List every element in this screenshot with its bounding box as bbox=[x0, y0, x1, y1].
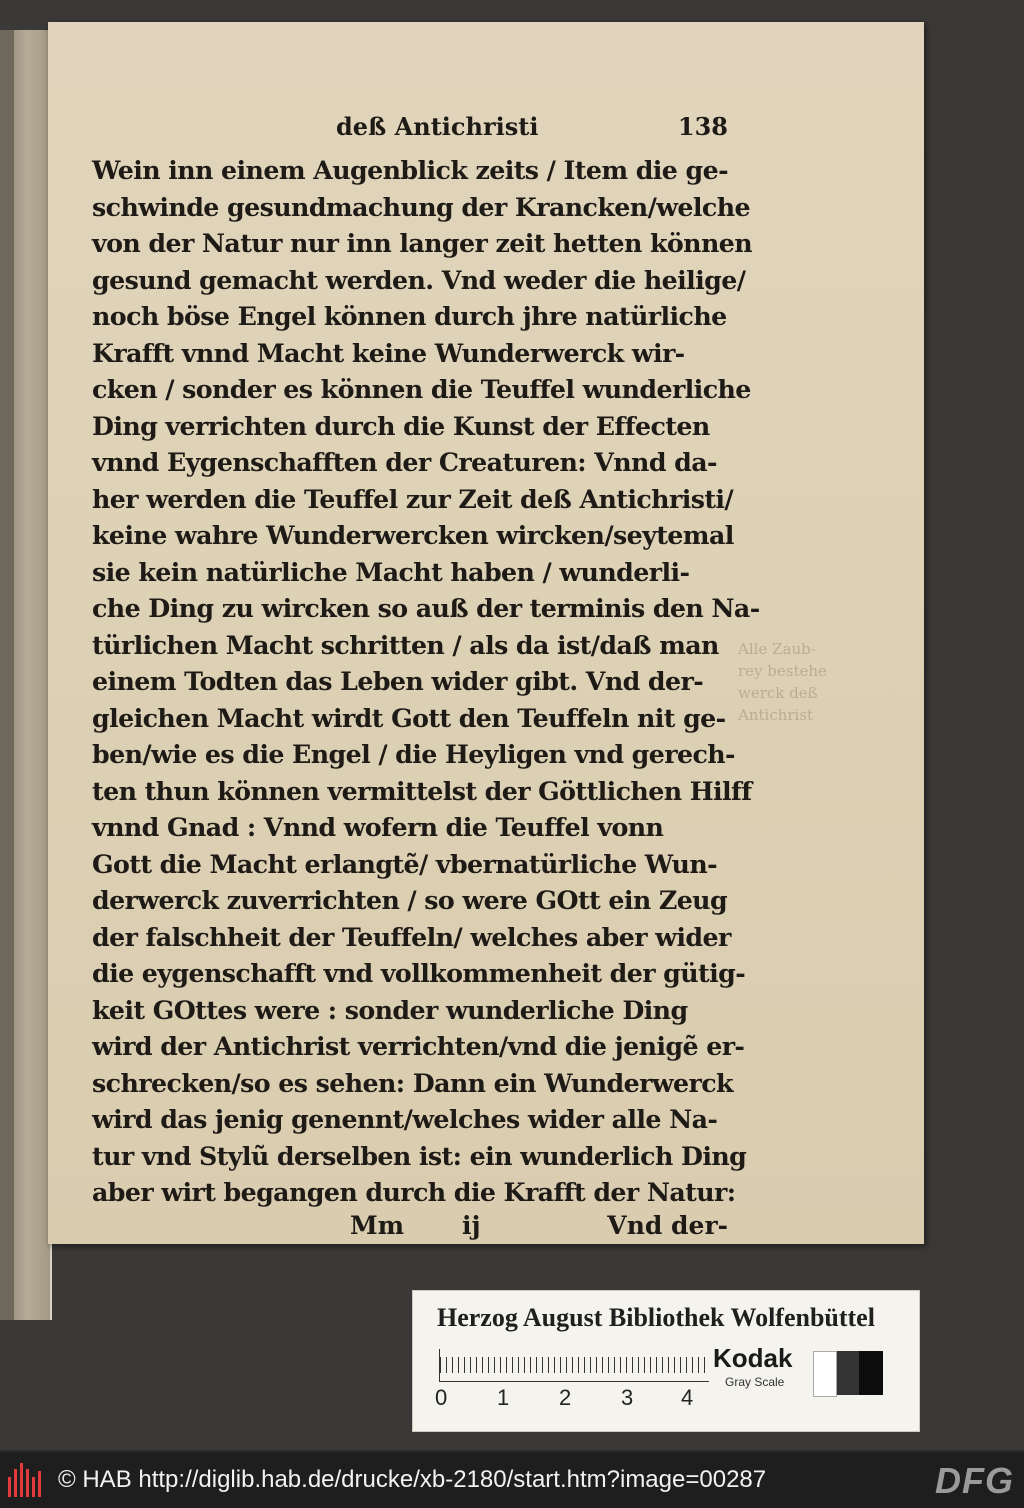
catchword: Vnd der- bbox=[607, 1210, 728, 1240]
text-line: türlichen Macht schritten / als da ist/daß man bbox=[92, 629, 719, 660]
scale-ruler bbox=[439, 1349, 710, 1381]
text-line: ten thun können vermittelst der Göttlichen Hilff bbox=[92, 775, 752, 806]
text-line: die eygenschafft vnd vollkommenheit der gütig- bbox=[92, 958, 746, 988]
running-head-title: deß Antichristi bbox=[336, 112, 539, 141]
text-line: sie kein natürliche Macht haben / wunderli- bbox=[92, 556, 690, 587]
text-line: vnnd Eygenschafften der Creaturen: Vnnd da- bbox=[92, 447, 717, 477]
copyright-url[interactable]: © HAB http://diglib.hab.de/drucke/xb-2180/start.htm?image=00287 bbox=[58, 1466, 767, 1493]
gray-scale-caption: Gray Scale bbox=[725, 1375, 785, 1389]
ruler-number: 1 bbox=[497, 1385, 510, 1410]
page-text bbox=[92, 112, 760, 1247]
text-line: cken / sonder es können die Teuffel wunderliche bbox=[92, 374, 751, 404]
text-line: schrecken/so es sehen: Dann ein Wunderwerck bbox=[92, 1067, 733, 1098]
text-line: Krafft vnnd Macht keine Wunderwerck wir- bbox=[92, 337, 685, 368]
text-line: gleichen Macht wirdt Gott den Teuffeln nit ge- bbox=[92, 702, 726, 733]
text-line: che Ding zu wircken so auß der terminis den Na- bbox=[92, 593, 760, 623]
running-head bbox=[92, 112, 728, 152]
gray-swatch-white bbox=[813, 1351, 837, 1397]
text-line: aber wirt begangen durch die Krafft der Natur: bbox=[92, 1177, 736, 1207]
text-line: ben/wie es die Engel / die Heyligen vnd gerech- bbox=[92, 739, 735, 769]
text-line: gesund gemacht werden. Vnd weder die heilige/ bbox=[92, 264, 746, 295]
text-line: wird der Antichrist verrichten/vnd die jenigẽ er- bbox=[92, 1031, 745, 1061]
text-line: Wein inn einem Augenblick zeits / Item die ge- bbox=[92, 155, 728, 185]
dfg-logo: DFG bbox=[935, 1460, 1014, 1501]
signature-line bbox=[92, 1210, 728, 1247]
signature-mark: Mm bbox=[350, 1210, 405, 1240]
footer-bar bbox=[0, 1452, 1024, 1508]
book-page bbox=[48, 22, 924, 1244]
text-line: schwinde gesundmachung der Krancken/welche bbox=[92, 191, 750, 222]
text-line: keit GOttes were : sonder wunderliche Ding bbox=[92, 994, 688, 1025]
text-line: wird das jenig genennt/welches wider alle Na- bbox=[92, 1104, 718, 1134]
text-lines bbox=[92, 152, 760, 1211]
text-line: Ding verrichten durch die Kunst der Effecten bbox=[92, 410, 710, 441]
library-name: Herzog August Bibliothek Wolfenbüttel bbox=[437, 1303, 875, 1332]
ruler-number: 0 bbox=[435, 1385, 448, 1410]
text-line: tur vnd Stylũ derselben ist: ein wunderlich Ding bbox=[92, 1140, 747, 1171]
ruler-number: 3 bbox=[621, 1385, 634, 1410]
text-line: her werden die Teuffel zur Zeit deß Antichristi/ bbox=[92, 483, 734, 514]
gray-swatch-black bbox=[859, 1351, 883, 1395]
text-line: einem Todten das Leben wider gibt. Vnd der- bbox=[92, 666, 704, 696]
text-line: Gott die Macht erlangtẽ/ vbernatürliche Wun- bbox=[92, 848, 718, 879]
previous-page-shadow bbox=[0, 30, 14, 1320]
scale-ruler-baseline bbox=[439, 1381, 709, 1382]
text-line: vnnd Gnad : Vnnd wofern die Teuffel vonn bbox=[92, 812, 664, 842]
signature-number: ij bbox=[462, 1210, 481, 1240]
text-line: von der Natur nur inn langer zeit hetten können bbox=[92, 228, 753, 258]
text-line: derwerck zuverrichten / so were GOtt ein Zeug bbox=[92, 885, 728, 915]
kodak-logo: Kodak bbox=[713, 1343, 793, 1373]
text-line: noch böse Engel können durch jhre natürliche bbox=[92, 301, 727, 331]
text-line: keine wahre Wunderwercken wircken/seytemal bbox=[92, 520, 734, 550]
library-label-card bbox=[412, 1290, 920, 1432]
ruler-number: 2 bbox=[559, 1385, 572, 1410]
hab-logo-icon bbox=[8, 1463, 44, 1497]
page-number: 138 bbox=[677, 112, 728, 141]
text-line: der falschheit der Teuffeln/ welches aber wider bbox=[92, 921, 731, 952]
margin-note-bleedthrough: Alle Zaub- rey bestehe werck deß Antichrist bbox=[738, 640, 827, 724]
gray-swatch-dark bbox=[837, 1351, 859, 1395]
ruler-number: 4 bbox=[681, 1385, 694, 1410]
